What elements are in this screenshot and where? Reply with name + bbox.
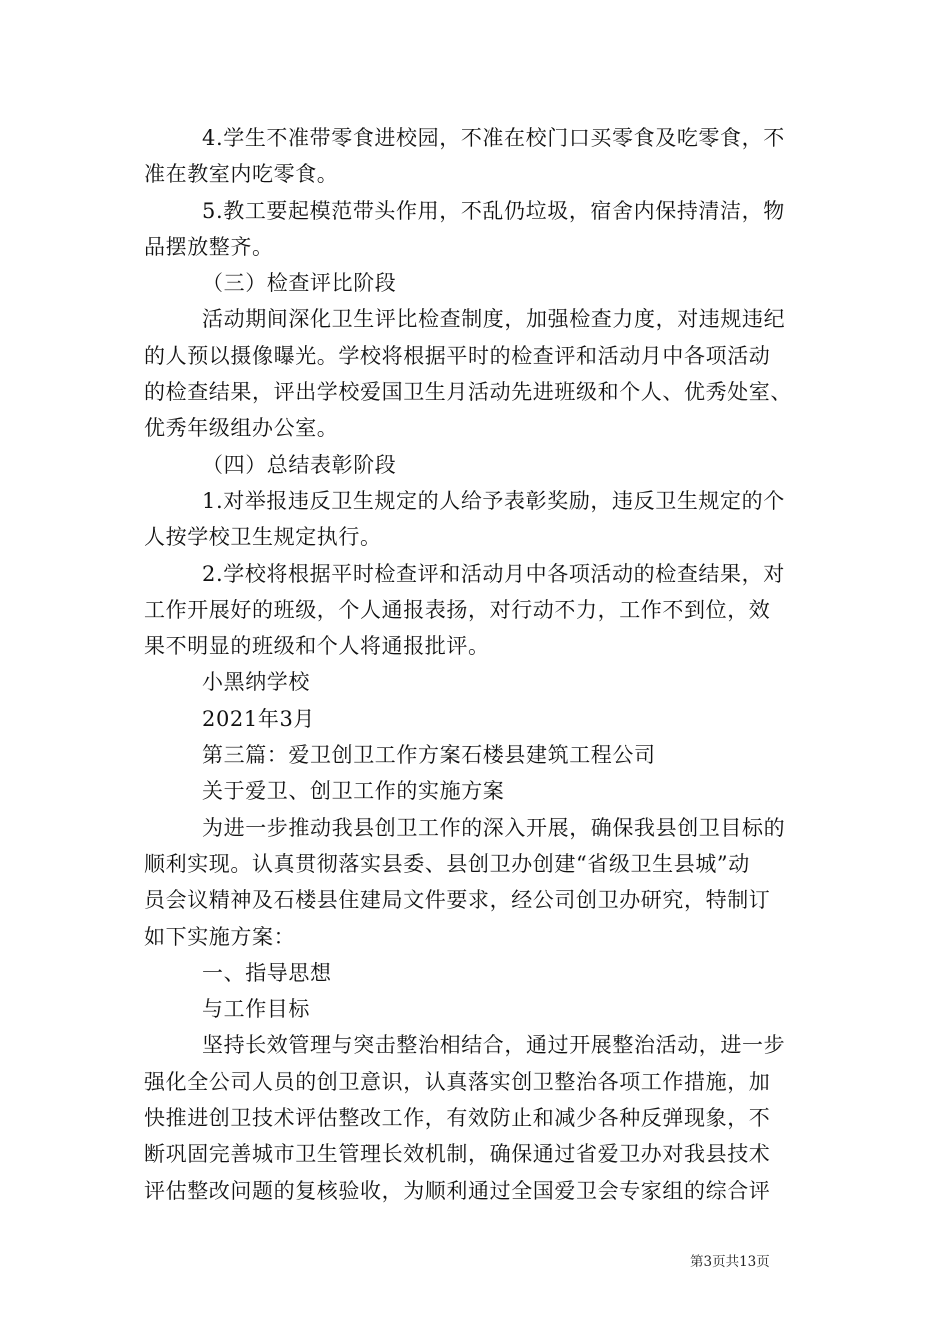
text-line: 果不明显的班级和个人将通报批评。 [144,634,490,659]
text-line: 顺利实现。认真贯彻落实县委、县创卫办创建“省级卫生县城”动 [144,851,750,876]
text-line: 1.对举报违反卫生规定的人给予表彰奖励，违反卫生规定的个 [202,488,785,513]
page-footer: 第3页共13页 [690,1254,770,1270]
text-line: 如下实施方案： [144,924,296,949]
text-line: 的人预以摄像曝光。学校将根据平时的检查评和活动月中各项活动 [144,343,771,368]
text-line: 第三篇：爱卫创卫工作方案石楼县建筑工程公司 [202,743,656,768]
text-line: 小黑纳学校 [202,670,310,695]
text-line: 坚持长效管理与突击整治相结合，通过开展整治活动，进一步 [202,1033,786,1058]
document-body [144,120,814,1209]
text-line: 4.学生不准带零食进校园，不准在校门口买零食及吃零食，不 [202,126,785,150]
text-line: 2021年3月 [202,706,316,731]
text-line: 一、指导思想 [202,960,332,985]
text-line: 关于爱卫、创卫工作的实施方案 [202,779,505,804]
text-line: 断巩固完善城市卫生管理长效机制，确保通过省爱卫办对我县技术 [144,1142,771,1167]
text-line: 与工作目标 [202,997,310,1022]
text-line: （三）检查评比阶段 [202,271,397,296]
text-line: 活动期间深化卫生评比检查制度，加强检查力度，对违规违纪 [202,307,786,332]
text-line: 2.学校将根据平时检查评和活动月中各项活动的检查结果，对 [202,561,785,586]
text-line: 员会议精神及石楼县住建局文件要求，经公司创卫办研究，特制订 [144,888,771,913]
text-line: （四）总结表彰阶段 [202,452,397,477]
text-line: 评估整改问题的复核验收，为顺利通过全国爱卫会专家组的综合评 [144,1178,771,1203]
text-line: 优秀年级组办公室。 [144,416,339,441]
text-line: 准在教室内吃零食。 [144,162,339,187]
text-line: 品摆放整齐。 [144,234,274,259]
text-line: 的检查结果，评出学校爱国卫生月活动先进班级和个人、优秀处室、 [144,380,792,405]
text-line: 快推进创卫技术评估整改工作，有效防止和减少各种反弹现象，不 [144,1106,771,1131]
text-line: 为进一步推动我县创卫工作的深入开展，确保我县创卫目标的 [202,815,786,840]
text-line: 强化全公司人员的创卫意识，认真落实创卫整治各项工作措施，加 [144,1069,771,1094]
text-line: 人按学校卫生规定执行。 [144,525,382,550]
text-line: 工作开展好的班级，个人通报表扬，对行动不力，工作不到位，效 [144,597,771,622]
text-line: 5.教工要起模范带头作用，不乱仍垃圾，宿舍内保持清洁，物 [202,198,785,223]
